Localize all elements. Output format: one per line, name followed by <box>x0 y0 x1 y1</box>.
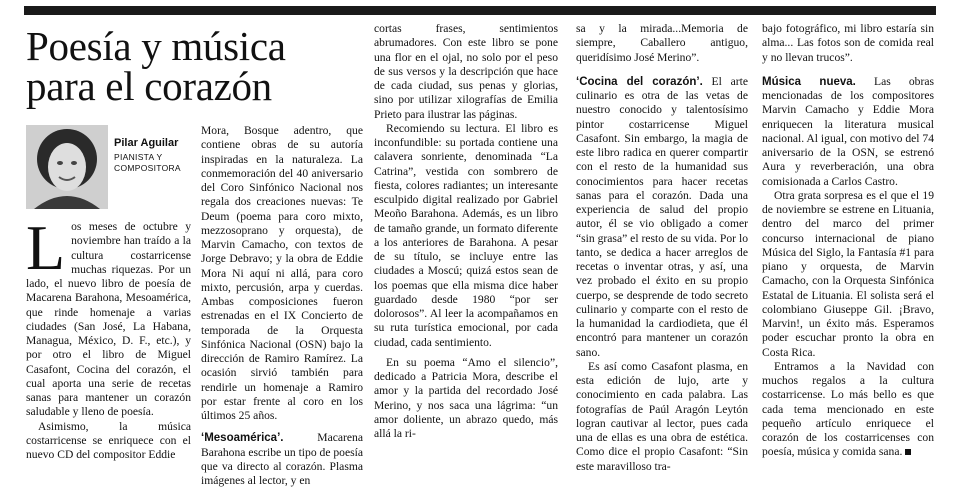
column-5 <box>762 22 934 460</box>
author-name: Pilar Aguilar <box>114 137 179 149</box>
subheading: Música nueva. <box>762 75 856 88</box>
author-photo <box>26 125 108 209</box>
paragraph: Asimismo, la música costarricense se enriquece con el nuevo CD del compositor Eddie <box>26 419 191 461</box>
paragraph: Entramos a la Navidad con muchos regalos a la cultura costarricense. Lo más bello es que cada tema mencionado en este pequeño artículo enriquece el corazón de los costarricenses con poesía, música y comida sana. <box>762 359 934 459</box>
paragraph: Recomiendo su lectura. El libro es inconfundible: su portada contiene una calavera sonriente, denominada “La Catrina”, vestida con sombrero de fiesta, colores radiantes; un interesante esculpido digital realizado por Gabriel Meoño Barahona. Además, es un libro de tamaño grande, un formato diferente a los anteriores de Barahona. A pesar de su título, se incluye entre las ciudades a Moscú; quizá estos sean de los poemas que ella misma dice haber guardado desde 1980 “por ser dolorosos”. Al leer la acompañamos en su ruta turística emocional, por cada ciudad, cada sentimiento. <box>374 121 558 349</box>
paragraph: Otra grata sorpresa es el que el 19 de noviembre se estrene en Lituania, dentro del marco del primer concurso internacional de piano Música del Siglo, la Fantasía #1 para piano y orquesta, de Marvin Camacho, con la Orquesta Sinfónica Estatal de Lituania. El solista será el colombiano Giuseppe Gil. ¡Bravo, Marvin!, un éxito más. Esperamos poder escuchar pronto la obra en Costa Rica. <box>762 188 934 359</box>
header-rule <box>24 6 936 15</box>
drop-cap: L <box>26 212 66 283</box>
column-4 <box>576 22 748 474</box>
subheading: ‘Mesoamérica’. <box>201 432 284 445</box>
byline-box <box>26 125 189 209</box>
end-of-article-mark <box>905 449 911 455</box>
paragraph: En su poema “Amo el silencio”, dedicado a Patricia Mora, describe el amor y la partida del recordado José Merino, y nos saca una lágrima: “un amor doliente, un abrazo quedo, más allá la ri- <box>374 355 558 440</box>
column-1 <box>26 212 191 462</box>
paragraph: cortas frases, sentimientos abrumadores. Con este libro se pone una flor en el ojal, no solo por el peso de sus versos y la descripción que hace de cada ciudad, sus penas y glorias, sino por utilizar xilografías de Emilia Prieto para ilustrar las páginas. <box>374 22 558 121</box>
paragraph: os meses de octubre y noviembre han traído a la cultura costarricense muchas riquezas. Por un lado, el nuevo libro de poesía de Macarena Barahona, Mesoamérica, que rinde homenaje a varias ciudades (San José, La Habana, Managua, México, D. F., etc.), y por otro el libro de Miguel Casafont, Cocina del corazón, el cual aporta una serie de recetas sanas para mantener un corazón saludable y lleno de poesía. <box>26 220 191 419</box>
column-3 <box>374 22 558 441</box>
author-role: PIANISTA Y COMPOSITORA <box>114 152 181 173</box>
paragraph: Es así como Casafont plasma, en esta edición de lujo, arte y conocimiento en cada palabra. Las fotografías de Paúl Aragón Leytón logran cautivar al lector, pues cada una de ellas es una obra de estética. Como dice el propio Casafont: “Sin este maravilloso tra- <box>576 359 748 473</box>
paragraph: Mora, Bosque adentro, que contiene obras de su autoría inspiradas en la naturaleza. La conmemoración del 40 aniversario del Coro Sinfónico Nacional nos regala dos creaciones nuevas: Te Deum (poema para coro mixto, mezzosoprano y orquesta), de Marvin Camacho, con textos de Jorge Debravo; y la obra de Eddie Mora Ni aquí ni allá, para coro mixto, percusión, arpa y cuerdas. Ambas composiciones fueron estrenadas en el IX Concierto de temporada de la Orquesta Sinfónica Nacional (OSN) bajo la dirección de Ramiro Ramírez. La ocasión sirvió también para rendirle un homenaje a Ramiro por estar frente al coro en los últimos 25 años. <box>201 124 363 422</box>
paragraph: Las obras mencionadas de los compositores Marvin Camacho y Eddie Mora enriquecen la literatura musical nacional. Al igual, con motivo del 74 aniversario de la OSN, se estrenó Aura y reverberación, una obra comisionada a Carlos Castro. <box>762 74 934 188</box>
subheading: ‘Cocina del corazón’. <box>576 75 703 88</box>
author-portrait-image <box>26 125 108 209</box>
paragraph: bajo fotográfico, mi libro estaría sin alma... Las fotos son de comida real y no llevan trucos”. <box>762 22 934 64</box>
column-2 <box>201 124 363 488</box>
paragraph: Macarena Barahona escribe un tipo de poesía que va directo al corazón. Plasma imágenes al lector, y en <box>201 431 363 487</box>
paragraph: sa y la mirada...Memoria de siempre, Caballero antiguo, queridísimo José Merino”. <box>576 22 748 64</box>
paragraph: El arte culinario es otra de las vetas de nuestro conocido y talentosísimo pintor costarricense Miguel Casafont. Sin embargo, la magia de este libro radica en querer compartir con el resto de la humanidad sus conocimientos para hacer recetas sanas para el corazón. Dada una experiencia de salud del propio autor, él se vio obligado a comer “sin grasa” el resto de su vida. Por lo tanto, se dedica a hacer arreglos de recetas o inventar otras, y así, una vez probado el éxito en su propio cuerpo, se desprende de todo secreto culinario y comparte con el resto de la humanidad la cardiodieta, que él encontró para mantener un corazón sano. <box>576 74 748 359</box>
article-title: Poesía y música para el corazón <box>26 23 286 109</box>
